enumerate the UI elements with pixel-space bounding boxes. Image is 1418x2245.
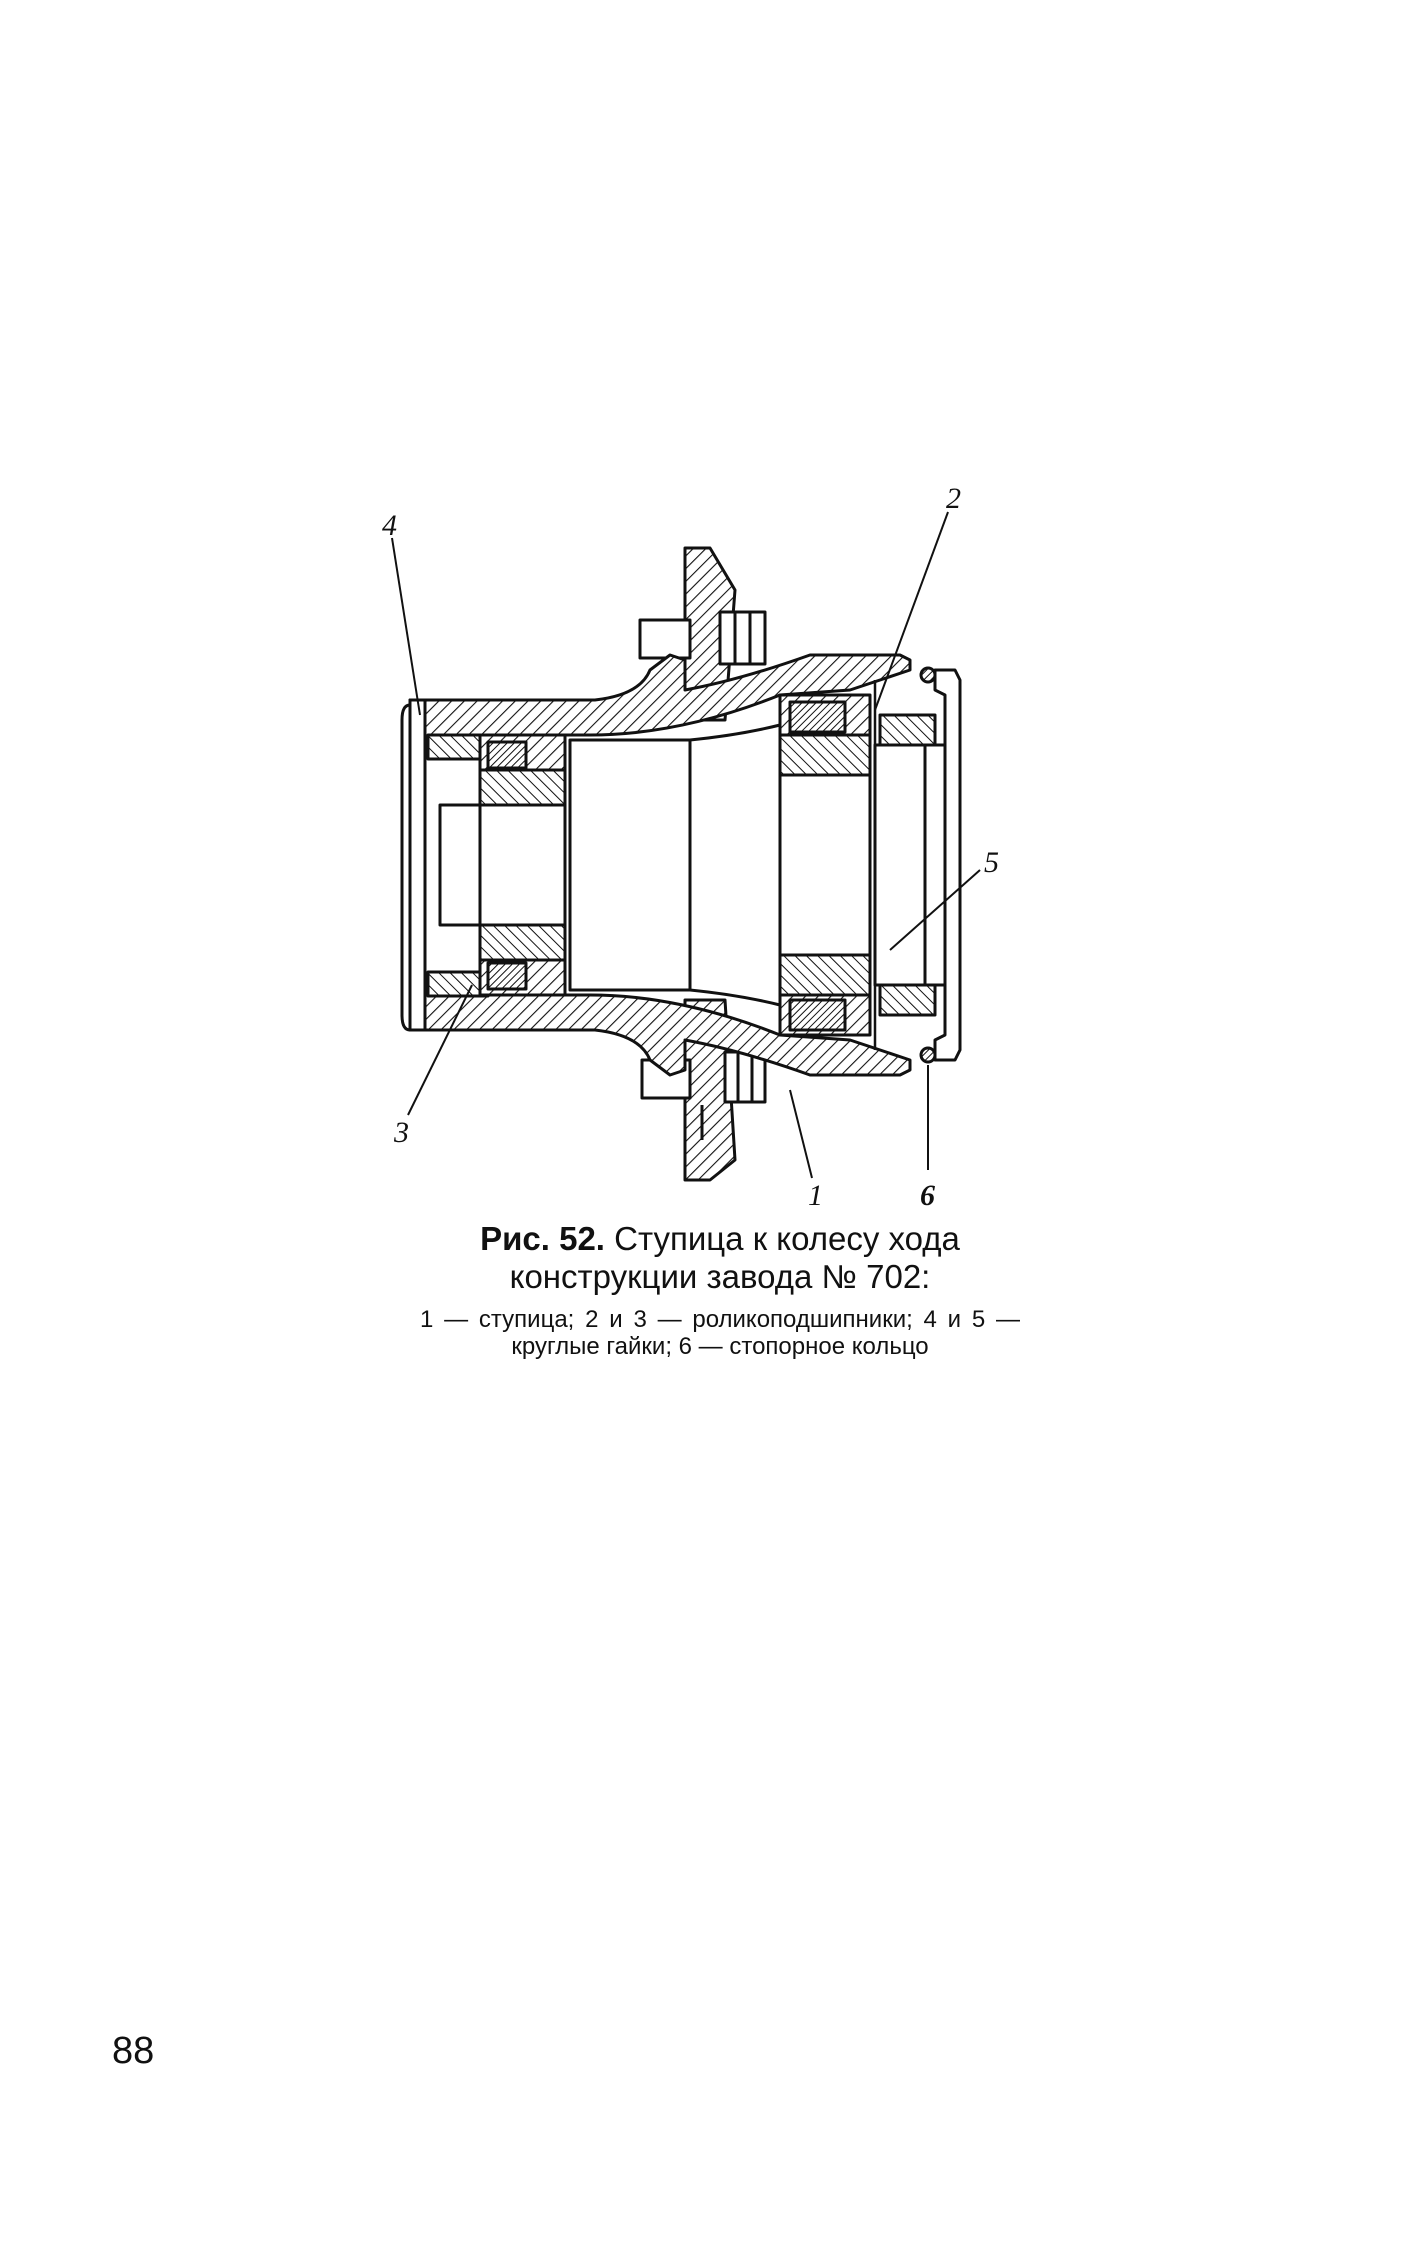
hub-drawing	[380, 482, 1020, 1212]
figure-label: Рис. 52.	[480, 1220, 605, 1257]
right-cap-inner	[875, 745, 945, 985]
callout-4: 4	[382, 509, 397, 542]
central-bore	[570, 725, 780, 1005]
caption-legend: 1 — ступица; 2 и 3 — роликоподшипники; 4 и 5 — круглые гайки; 6 — стопорное кольцо	[420, 1306, 1020, 1360]
hub-cross-section	[380, 482, 1020, 1212]
leader-1	[790, 1090, 812, 1178]
caption-title-text: Ступица к колесу хода конструкции завода № 702:	[509, 1220, 960, 1295]
right-bearing-roller-top	[790, 702, 845, 732]
right-bearing-inner-bottom	[780, 955, 870, 995]
left-bearing-inner-bottom	[480, 925, 565, 960]
left-bearing-roller-top	[488, 742, 526, 768]
left-bearing-roller-bottom	[488, 963, 526, 989]
leader-4	[392, 538, 420, 715]
figure-caption	[420, 1220, 1020, 1360]
lock-ring-bottom	[921, 1048, 935, 1062]
caption-title	[420, 1220, 1020, 1296]
callout-5: 5	[984, 846, 999, 879]
left-bearing-inner-top	[480, 770, 565, 805]
right-bearing-inner-top	[780, 735, 870, 775]
callout-6: 6	[920, 1179, 935, 1212]
right-nut-bottom	[880, 985, 935, 1015]
right-bearing-roller-bottom	[790, 1000, 845, 1030]
callout-1: 1	[808, 1179, 823, 1212]
bolt-top-nut	[720, 612, 765, 664]
bolt-top-shank	[640, 620, 690, 658]
left-bore	[440, 805, 565, 925]
left-end-wall	[410, 700, 425, 1030]
right-bore	[780, 775, 870, 955]
callout-3: 3	[394, 1116, 409, 1149]
lock-ring-top	[921, 668, 935, 682]
page-number: 88	[112, 2030, 155, 2072]
callout-2: 2	[946, 482, 961, 515]
